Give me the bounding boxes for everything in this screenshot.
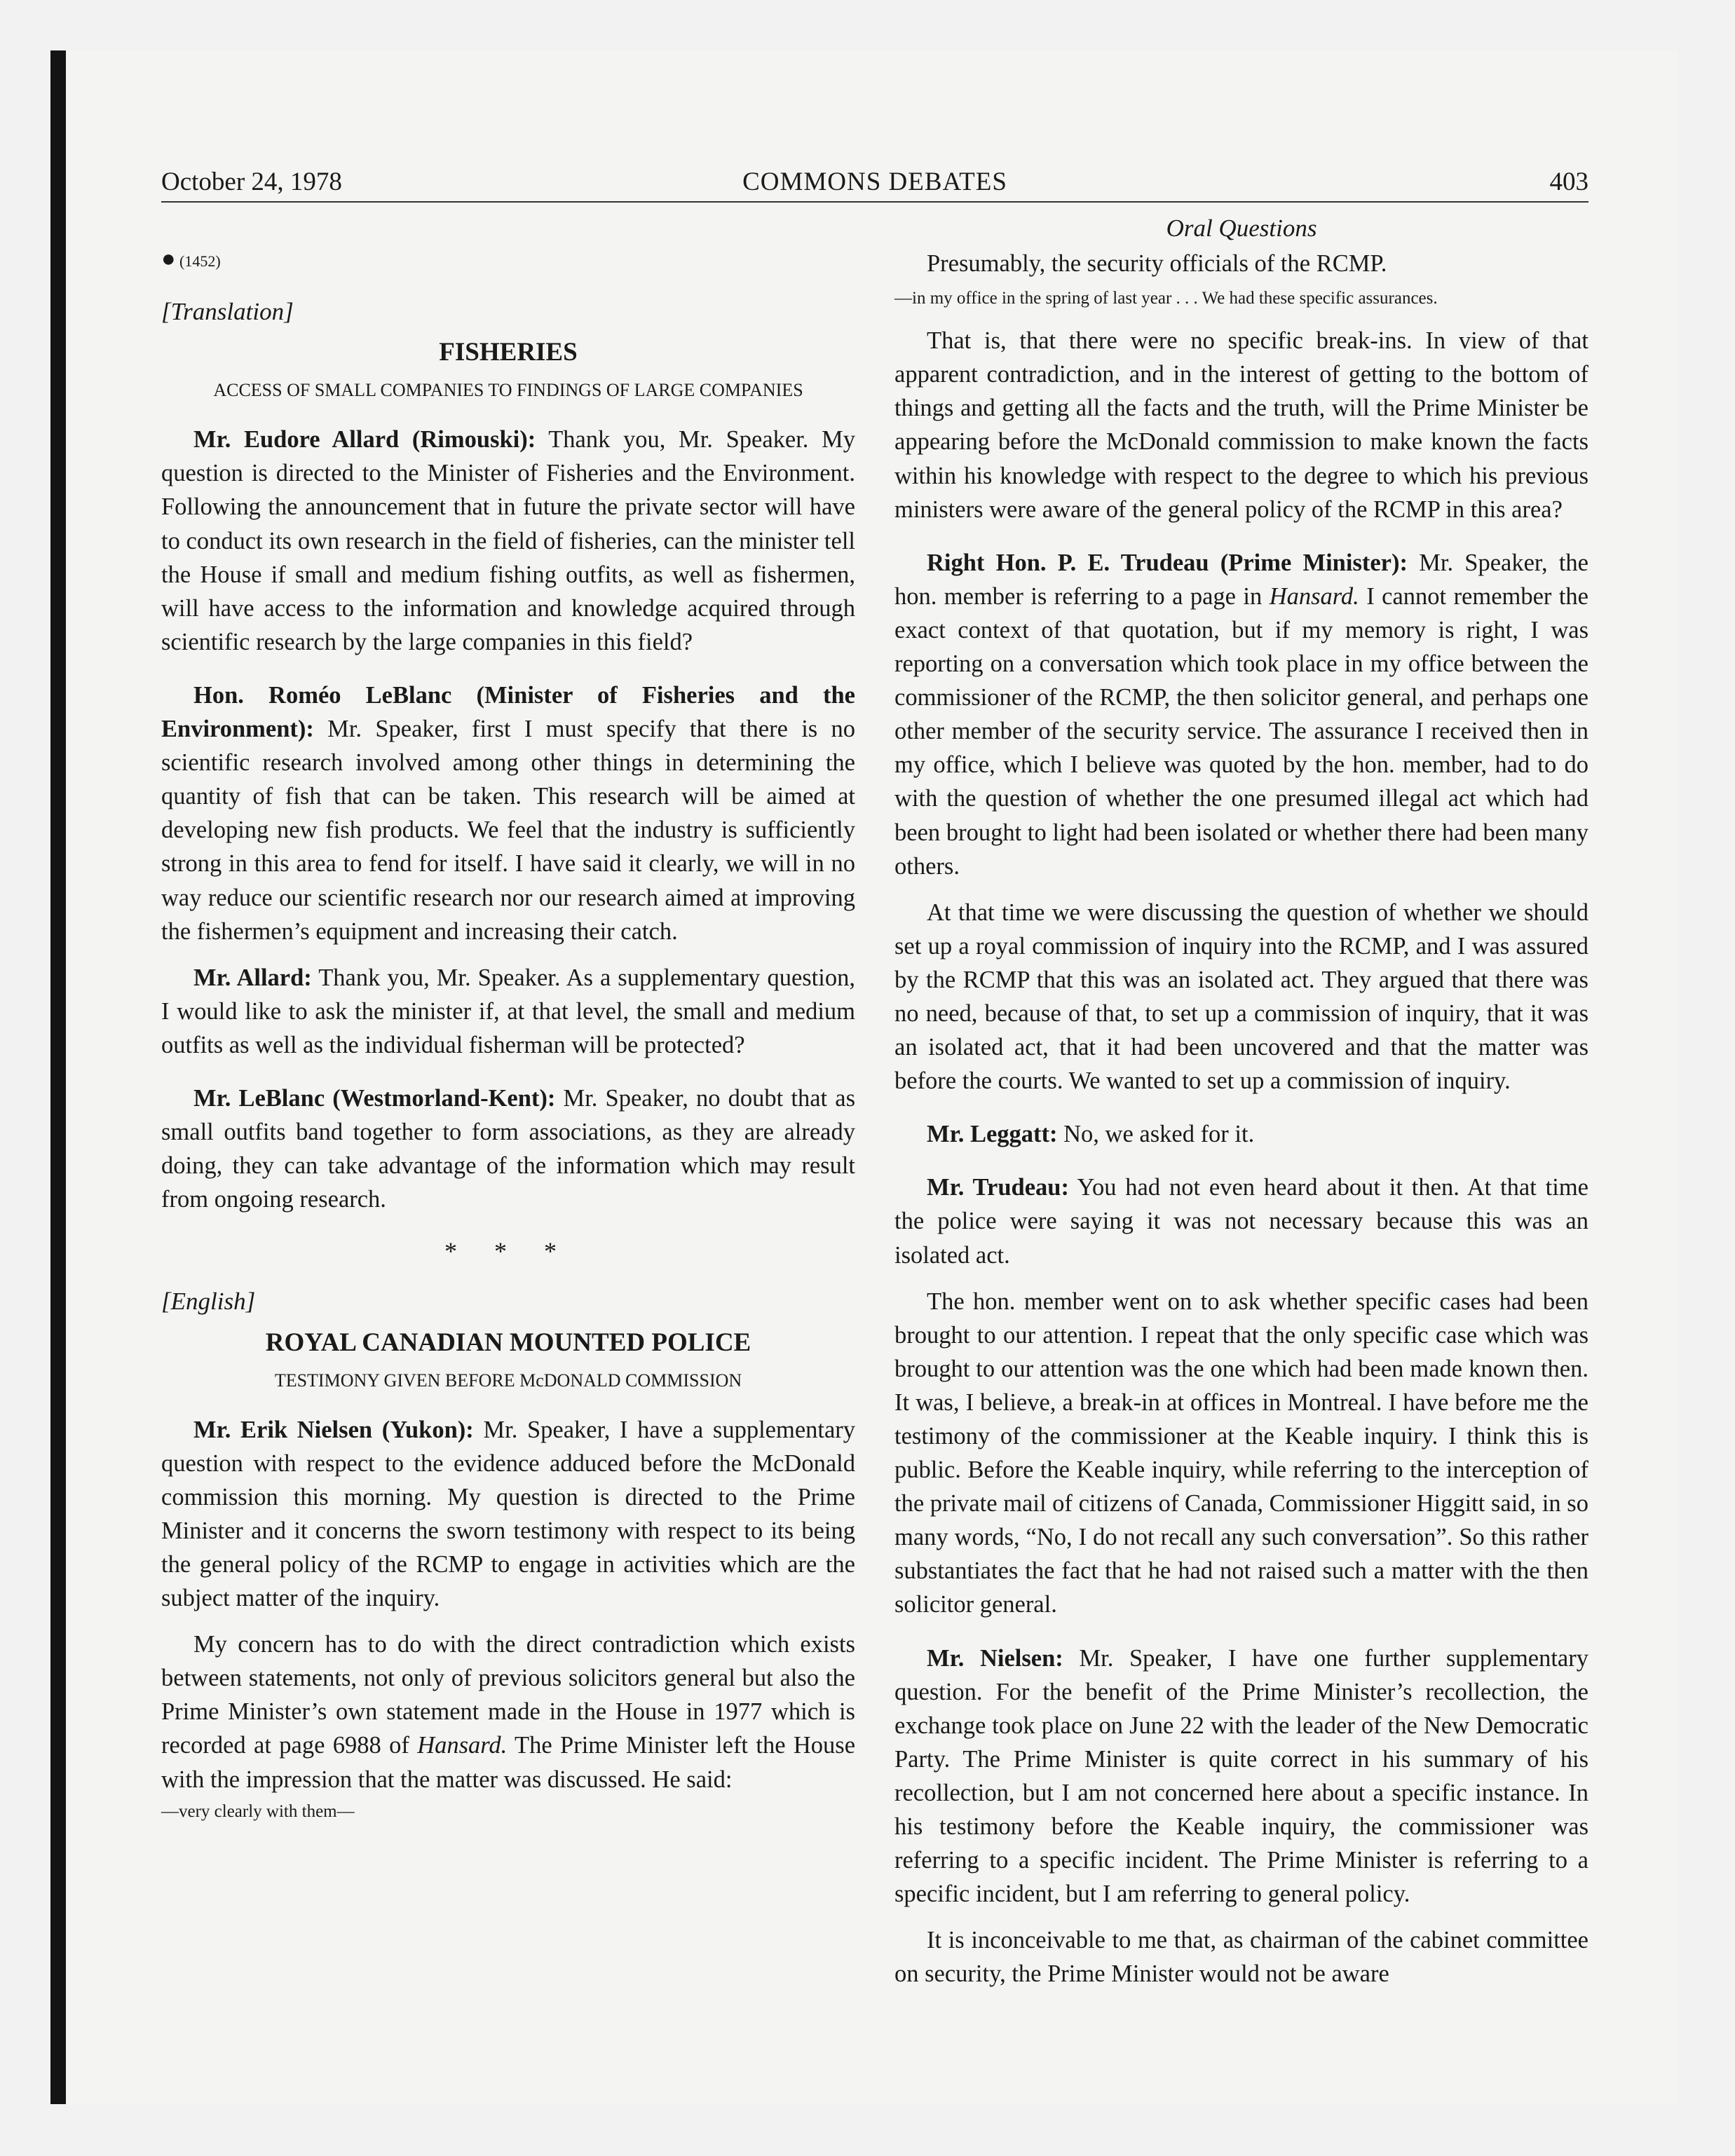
speaker-name: Mr. Erik Nielsen (Yukon):	[193, 1416, 474, 1443]
speaker-name: Right Hon. P. E. Trudeau (Prime Minister):	[927, 549, 1408, 576]
speaker-name: Mr. Leggatt:	[927, 1121, 1058, 1148]
subsection-heading-access: ACCESS OF SMALL COMPANIES TO FINDINGS OF LARGE COMPANIES	[213, 380, 803, 401]
paragraph: Mr. Nielsen: Mr. Speaker, I have one further supplementary question. For the benefit of the Prime Minister’s recollection, the exchange took place on June 22 with the leader of the New Democratic Party. The Prime Minister is quite correct in his summary of his recollection, but I am not concerned here about a specific instance. In his testimony before the Keable inquiry, the commissioner was referring to a specific incident. The Prime Minister is referring to a specific incident, but I am referring to general policy.	[894, 1644, 1588, 1908]
quotation: —very clearly with them—	[161, 1801, 355, 1821]
speaker-name: Mr. Eudore Allard (Rimouski):	[193, 426, 536, 453]
bullet-icon: ●	[161, 246, 176, 272]
paragraph: The hon. member went on to ask whether specific cases had been brought to our attention. I repeat that the only specific case which was brought to our attention was the one which had been made known then. It was, I believe, a break-in at offices in Montreal. I have before me the testimony of the commissioner at the Keable inquiry. I think this is public. Before the Keable inquiry, while referring to the interception of the private mail of citizens of Canada, Commissioner Higgitt said, in so many words, “No, I do not recall any such conversation”. So this rather substantiates the fact that he had not raised such a matter with the then solicitor general.	[894, 1288, 1588, 1618]
paragraph: Presumably, the security officials of the RCMP.	[927, 250, 1387, 278]
speaker-name: Mr. LeBlanc (Westmorland-Kent):	[193, 1084, 556, 1112]
paragraph: That is, that there were no specific break-ins. In view of that apparent contradiction, and in the interest of getting to the bottom of things and getting all the facts and the truth, will the Prime Minister be appearing before the McDonald commission to make known the facts within his knowledge with respect to the degree to which his previous ministers were aware of the general policy of the RCMP in this area?	[894, 327, 1588, 523]
speaker-name: Mr. Trudeau:	[927, 1174, 1069, 1201]
binding-edge	[50, 50, 66, 2104]
paragraph: Mr. Erik Nielsen (Yukon): Mr. Speaker, I have a supplementary question with respect to the evidence adduced before the McDonald commission this morning. My question is directed to the Prime Minister and it concerns the sworn testimony with respect to its being the general policy of the RCMP to engage in activities which are the subject matter of the inquiry.	[161, 1416, 856, 1612]
paragraph: Mr. LeBlanc (Westmorland-Kent): Mr. Speaker, no doubt that as small outfits band together to form associations, as they are already doing, they can take advantage of the information which may result from ongoing research.	[161, 1084, 855, 1213]
translation-note: [Translation]	[161, 298, 294, 326]
page-header	[161, 167, 1588, 198]
time-marker: ● (1452)	[161, 246, 221, 272]
right-column	[894, 212, 1588, 1991]
speaker-name: Mr. Allard:	[193, 964, 312, 991]
header-date: October 24, 1978	[161, 168, 342, 196]
paragraph: It is inconceivable to me that, as chairman of the cabinet committee on security, the Prime Minister would not be aware	[894, 1927, 1588, 1988]
english-note: [English]	[161, 1288, 256, 1316]
paragraph: Mr. Eudore Allard (Rimouski): Thank you, Mr. Speaker. My question is directed to the Minister of Fisheries and the Environment. Following the announcement that in future the private sector will have to conduct its own research in the field of fisheries, can the minister tell the House if small and medium fishing outfits, as well as fishermen, will have access to the information and knowledge acquired through scientific research by the large companies in this field?	[161, 426, 855, 655]
section-heading-rcmp: ROYAL CANADIAN MOUNTED POLICE	[265, 1328, 751, 1357]
subsection-heading-testimony: TESTIMONY GIVEN BEFORE McDONALD COMMISSION	[274, 1370, 742, 1391]
left-column	[161, 212, 855, 1824]
speaker-name: Mr. Nielsen:	[927, 1644, 1063, 1672]
paragraph: Mr. Allard: Thank you, Mr. Speaker. As a supplementary question, I would like to ask the minister if, at that level, the small and medium outfits as well as the individual fisherman will be protected?	[161, 964, 855, 1058]
paragraph: Hon. Roméo LeBlanc (Minister of Fisheries and the Environment): Mr. Speaker, first I must specify that there is no scientific research involved among other things in determining the quantity of fish that can be taken. This research will be aimed at developing new fish products. We feel that the industry is sufficiently strong in this area to fend for itself. I have said it clearly, we will in no way reduce our scientific research nor our research aimed at improving the fishermen’s equipment and increasing their catch.	[161, 681, 855, 945]
header-title: COMMONS DEBATES	[742, 168, 1007, 196]
paragraph: Right Hon. P. E. Trudeau (Prime Minister): Mr. Speaker, the hon. member is referring to a page in Hansard. I cannot remember the exact context of that quotation, but if my memory is right, I was reporting on a conversation which took place in my office between the commissioner of the RCMP, the then solicitor general, and perhaps one other member of the security service. The assurance I received then in my office, which I believe was quoted by the hon. member, had to do with the question of whether the one presumed illegal act which had been brought to light had been isolated or whether there had been many others.	[894, 549, 1588, 880]
paragraph: My concern has to do with the direct contradiction which exists between statements, not only of previous solicitors general but also the Prime Minister’s own statement made in the House in 1977 which is recorded at page 6988 of Hansard. The Prime Minister left the House with the impression that the matter was discussed. He said:	[161, 1631, 856, 1793]
speaker-name: Hon. Roméo LeBlanc (Minister of Fisheries and the Environment):	[161, 681, 855, 743]
quotation: —in my office in the spring of last year . . . We had these specific assurances.	[894, 289, 1438, 308]
section-heading-fisheries: FISHERIES	[439, 338, 578, 367]
header-page-number: 403	[1549, 168, 1588, 196]
section-separator: * * *	[444, 1237, 572, 1266]
paragraph: At that time we were discussing the question of whether we should set up a royal commission of inquiry into the RCMP, and I was assured by the RCMP that this was an isolated act. They argued that there was no need, because of that, to set up a commission of inquiry, that it was an isolated act, that it had been uncovered and that the matter was before the courts. We wanted to set up a commission of inquiry.	[894, 899, 1588, 1095]
paragraph: Mr. Trudeau: You had not even heard about it then. At that time the police were saying it was not necessary because this was an isolated act.	[894, 1174, 1588, 1269]
paragraph: Mr. Leggatt: No, we asked for it.	[927, 1121, 1255, 1148]
column-title: Oral Questions	[1166, 214, 1317, 242]
header-rule	[161, 201, 1588, 203]
